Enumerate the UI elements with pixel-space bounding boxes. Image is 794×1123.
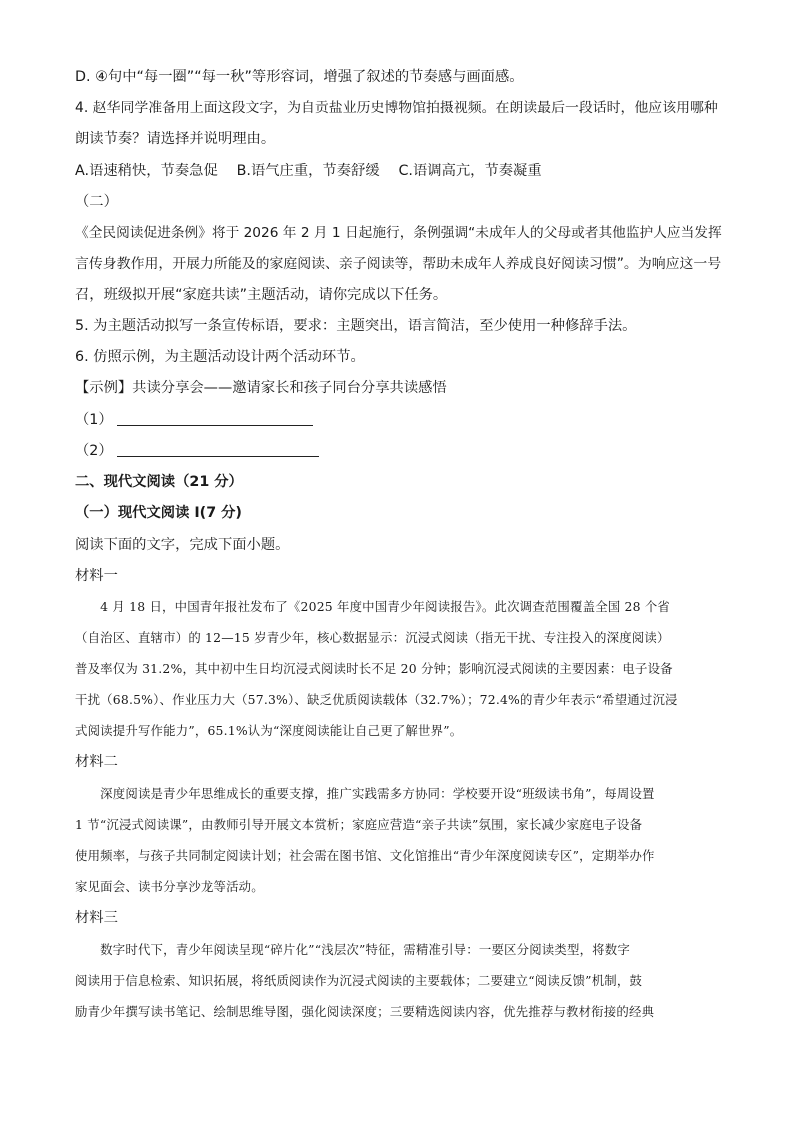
answer-label-1: （1）: [75, 412, 113, 428]
material-1-line-5: 式阅读提升写作能力”，65.1%认为“深度阅读能让自己更了解世界”。: [75, 723, 463, 738]
intro-line-3: 召，班级拟开展“家庭共读”主题活动，请你完成以下任务。: [75, 287, 448, 303]
material-1-line-4: 干扰（68.5%）、作业压力大（57.3%）、缺乏优质阅读载体（32.7%）；72.4%的青少年表示“希望通过沉浸: [75, 692, 678, 707]
question-4-line-1: 4. 赵华同学准备用上面这段文字，为自贡盐业历史博物馆拍摄视频。在朗读最后一段话时，他应该用哪种: [75, 100, 718, 116]
material-2-line-1: 深度阅读是青少年思维成长的重要支撑，推广实践需多方协同：学校要开设“班级读书角”，每周设置: [75, 786, 655, 801]
material-2-line-4: 家见面会、读书分享沙龙等活动。: [75, 879, 264, 894]
example-line: 【示例】共读分享会——邀请家长和孩子同台分享共读感悟: [75, 380, 447, 396]
option-d: D. ④句中“每一圈”“每一秋”等形容词，增强了叙述的节奏感与画面感。: [75, 69, 524, 85]
material-2-line-2: 1 节“沉浸式阅读课”，由教师引导开展文本赏析；家庭应营造“亲子共读”氛围，家长减少家庭电子设备: [75, 817, 643, 832]
answer-blank-2[interactable]: [117, 442, 319, 457]
material-1-title: 材料一: [75, 568, 118, 584]
material-1-line-2: （自治区、直辖市）的 12—15 岁青少年，核心数据显示：沉浸式阅读（指无干扰、专注投入的深度阅读）: [75, 630, 670, 645]
intro-line-2: 言传身教作用，开展力所能及的家庭阅读、亲子阅读等，帮助未成年人养成良好阅读习惯”。为响应这一号: [75, 256, 722, 272]
material-2-title: 材料二: [75, 754, 118, 770]
question-4-line-2: 朗读节奏？请选择并说明理由。: [75, 131, 276, 147]
answer-blank-1[interactable]: [117, 411, 313, 426]
part-two-subheading: （一）现代文阅读 I(7 分): [75, 505, 242, 521]
material-2-line-3: 使用频率，与孩子共同制定阅读计划；社会需在图书馆、文化馆推出“青少年深度阅读专区”，定期举办作: [75, 848, 655, 863]
material-1-line-1: 4 月 18 日，中国青年报社发布了《2025 年度中国青少年阅读报告》。此次调查范围覆盖全国 28 个省: [75, 599, 671, 614]
intro-line-1: 《全民阅读促进条例》将于 2026 年 2 月 1 日起施行，条例强调“未成年人的父母或者其他监护人应当发挥: [75, 225, 722, 241]
material-3-line-1: 数字时代下，青少年阅读呈现“碎片化”“浅层次”特征，需精准引导：一要区分阅读类型，将数字: [75, 942, 630, 957]
part-two-heading: 二、现代文阅读（21 分）: [75, 474, 243, 490]
answer-row-2: [75, 441, 724, 461]
material-3-line-3: 励青少年撰写读书笔记、绘制思维导图，强化阅读深度；三要精选阅读内容，优先推荐与教材衔接的经典: [75, 1004, 655, 1019]
answer-label-2: （2）: [75, 443, 113, 459]
material-1-line-3: 普及率仅为 31.2%，其中初中生日均沉浸式阅读时长不足 20 分钟；影响沉浸式阅读的主要因素：电子设备: [75, 661, 673, 676]
material-3-title: 材料三: [75, 910, 118, 926]
question-5: 5. 为主题活动拟写一条宣传标语，要求：主题突出，语言简洁，至少使用一种修辞手法。: [75, 318, 637, 334]
section-er-heading: （二）: [75, 194, 118, 210]
answer-row-1: [75, 410, 724, 430]
material-3-line-2: 阅读用于信息检索、知识拓展，将纸质阅读作为沉浸式阅读的主要载体；二要建立“阅读反馈”机制，鼓: [75, 973, 643, 988]
question-6: 6. 仿照示例，为主题活动设计两个活动环节。: [75, 349, 365, 365]
reading-instruction: 阅读下面的文字，完成下面小题。: [75, 537, 290, 553]
question-4-choices: A.语速稍快，节奏急促 B.语气庄重，节奏舒缓 C.语调高亢，节奏凝重: [75, 163, 542, 179]
